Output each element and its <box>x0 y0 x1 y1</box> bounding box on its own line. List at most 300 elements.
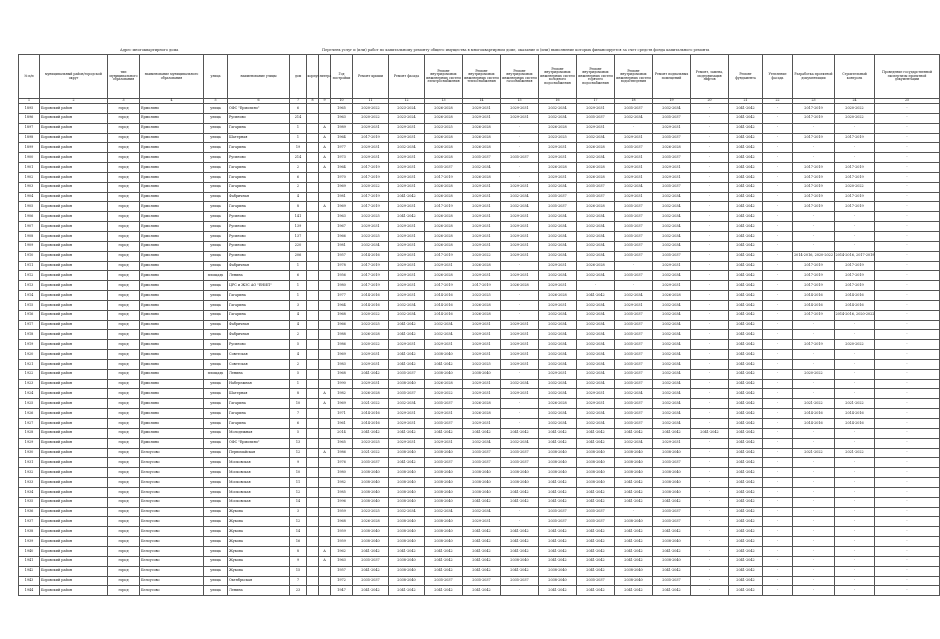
table-cell: 5 <box>290 428 307 438</box>
table-row <box>19 546 940 556</box>
table-cell: Ермолино <box>140 172 204 182</box>
table-cell: 2029-2031 <box>501 340 539 350</box>
table-cell <box>319 182 331 192</box>
table-cell: Ермолино <box>140 222 204 232</box>
table-cell: 2029-2031 <box>539 261 577 271</box>
table-cell: Боровский район <box>40 487 108 497</box>
table-cell: - <box>835 330 875 340</box>
table-cell: 2035-2037 <box>615 251 653 261</box>
table-cell: 2041-2042 <box>425 566 463 576</box>
table-cell: 2035-2037 <box>463 576 501 586</box>
table-cell: 2038-2040 <box>389 487 425 497</box>
table-cell: 2035-2037 <box>501 576 539 586</box>
table-cell: Гагарина <box>228 143 290 153</box>
table-cell: 2035-2037 <box>615 399 653 409</box>
table-row <box>19 192 940 202</box>
table-cell: 2026-2028 <box>577 261 615 271</box>
table-cell: Белоусово <box>140 497 204 507</box>
table-cell: 2023-2025 <box>353 507 389 517</box>
column-number: 17 <box>577 99 615 104</box>
table-row <box>19 113 940 123</box>
table-cell: 2038-2040 <box>389 527 425 537</box>
table-cell: город <box>108 507 140 517</box>
table-cell: Ермолино <box>140 182 204 192</box>
table-cell: 1973 <box>331 153 353 163</box>
table-cell: - <box>875 379 940 389</box>
table-cell: - <box>793 212 835 222</box>
table-cell: город <box>108 172 140 182</box>
table-cell: улица <box>204 340 228 350</box>
table-cell: 5 <box>290 369 307 379</box>
column-number: 19 <box>653 99 691 104</box>
column-header: Ремонт, замена, модернизация лифтов <box>691 55 729 99</box>
table-cell: 2032-2034 <box>577 320 615 330</box>
table-cell: город <box>108 163 140 173</box>
table-cell: 2041-2042 <box>653 586 691 596</box>
table-cell: 2029-2031 <box>501 271 539 281</box>
table-cell: 2041-2042 <box>539 586 577 596</box>
table-cell: улица <box>204 409 228 419</box>
column-header: Ремонт внутридомовых инженерных систем газоснабжения <box>501 55 539 99</box>
table-cell: Боровский район <box>40 123 108 133</box>
table-cell: - <box>793 320 835 330</box>
table-cell <box>307 231 319 241</box>
table-cell: - <box>501 291 539 301</box>
table-cell: 2041-2042 <box>615 478 653 488</box>
table-cell: 2032-2034 <box>539 320 577 330</box>
table-cell: - <box>793 458 835 468</box>
table-cell: - <box>793 556 835 566</box>
table-cell <box>307 556 319 566</box>
table-cell: - <box>835 576 875 586</box>
table-row <box>19 566 940 576</box>
table-cell: 1942 <box>19 566 40 576</box>
table-cell: 1935 <box>19 497 40 507</box>
table-cell: 2020-2022 <box>425 389 463 399</box>
table-cell: 2041-2042 <box>353 566 389 576</box>
table-cell: 2041-2042 <box>615 546 653 556</box>
table-cell: 1940 <box>19 546 40 556</box>
table-cell <box>307 409 319 419</box>
table-cell: 1925 <box>19 399 40 409</box>
table-cell: 2032-2034 <box>653 202 691 212</box>
table-cell: 1926 <box>19 409 40 419</box>
table-cell: - <box>501 419 539 429</box>
table-cell: 1961 <box>331 419 353 429</box>
table-cell: 1 <box>290 281 307 291</box>
table-cell: - <box>875 458 940 468</box>
table-cell: город <box>108 458 140 468</box>
table-cell: 6 <box>290 419 307 429</box>
table-cell <box>307 478 319 488</box>
table-cell: 2029-2031 <box>463 192 501 202</box>
table-cell: 2035-2037 <box>653 133 691 143</box>
table-cell: 1966 <box>331 320 353 330</box>
table-cell <box>307 428 319 438</box>
table-cell: 1928 <box>19 428 40 438</box>
table-cell: Боровский район <box>40 546 108 556</box>
column-header: наименование улицы <box>228 55 290 99</box>
table-cell: 2029-2031 <box>539 143 577 153</box>
table-cell: город <box>108 241 140 251</box>
table-cell: Фабричная <box>228 261 290 271</box>
table-cell: - <box>691 123 729 133</box>
table-cell: - <box>691 153 729 163</box>
table-cell: - <box>691 458 729 468</box>
table-cell: 1983 <box>331 359 353 369</box>
table-cell: - <box>691 586 729 596</box>
table-cell: - <box>793 478 835 488</box>
table-cell: 2041-2042 <box>729 537 763 547</box>
table-cell: 2035-2037 <box>501 448 539 458</box>
table-cell: 2029-2031 <box>389 438 425 448</box>
table-cell: - <box>691 222 729 232</box>
table-cell: 2020-2022 <box>353 113 389 123</box>
table-cell: - <box>793 576 835 586</box>
table-cell: - <box>763 379 793 389</box>
table-cell: Шатерная <box>228 389 290 399</box>
table-cell: А <box>319 546 331 556</box>
table-cell: - <box>875 576 940 586</box>
column-number: 25 <box>875 99 940 104</box>
table-cell <box>319 468 331 478</box>
table-cell: Ленина <box>228 369 290 379</box>
table-cell: 2035-2037 <box>653 517 691 527</box>
table-cell: 2032-2034 <box>389 399 425 409</box>
table-cell: 2032-2034 <box>389 300 425 310</box>
table-cell: город <box>108 271 140 281</box>
table-cell: 1914 <box>19 291 40 301</box>
table-cell <box>307 350 319 360</box>
table-row <box>19 320 940 330</box>
table-cell: Первомайская <box>228 448 290 458</box>
table-cell: 1932 <box>19 468 40 478</box>
table-cell: 2032-2034 <box>577 212 615 222</box>
table-cell: Шатерная <box>228 133 290 143</box>
table-cell: 2041-2042 <box>577 428 615 438</box>
table-cell: 2029-2031 <box>615 133 653 143</box>
table-cell: 2041-2042 <box>729 104 763 114</box>
table-cell: 2029-2031 <box>463 241 501 251</box>
table-cell: 2029-2031 <box>353 359 389 369</box>
table-cell <box>307 261 319 271</box>
table-cell: - <box>763 359 793 369</box>
table-cell: 2017-2019 <box>835 271 875 281</box>
table-cell: - <box>615 281 653 291</box>
table-cell: 2032-2034 <box>425 507 463 517</box>
table-cell: 3 <box>290 300 307 310</box>
table-cell: Набережная <box>228 379 290 389</box>
table-cell: 2029-2031 <box>463 271 501 281</box>
table-cell: Ермолино <box>140 202 204 212</box>
table-cell: 2029-2031 <box>653 438 691 448</box>
table-cell: 2029-2031 <box>425 409 463 419</box>
table-cell: - <box>875 182 940 192</box>
table-cell: город <box>108 182 140 192</box>
table-cell: улица <box>204 113 228 123</box>
table-cell: 1963 <box>331 212 353 222</box>
table-cell: 2026-2028 <box>425 231 463 241</box>
table-cell: Боровский район <box>40 320 108 330</box>
table-cell: - <box>763 222 793 232</box>
table-cell: 2041-2042 <box>729 202 763 212</box>
table-cell: 2029-2031 <box>425 438 463 448</box>
table-cell: Боровский район <box>40 517 108 527</box>
table-cell: - <box>691 576 729 586</box>
table-cell: 2032-2034 <box>577 369 615 379</box>
table-cell: - <box>763 261 793 271</box>
table-cell: 1962 <box>331 546 353 556</box>
table-cell: 2032-2034 <box>653 192 691 202</box>
title-works-list: Перечень услуг и (или) работ по капитальному ремонту общего имущества в многоквартирном доме, оказание и (или) выполнение которых финансируется за счет средств фонда капитального ремонта <box>322 48 710 52</box>
table-cell: 2035-2037 <box>463 448 501 458</box>
table-row <box>19 399 940 409</box>
table-row <box>19 153 940 163</box>
table-cell: 2029-2031 <box>539 172 577 182</box>
table-cell: город <box>108 497 140 507</box>
table-cell: улица <box>204 123 228 133</box>
table-row <box>19 428 940 438</box>
table-cell: 1908 <box>19 231 40 241</box>
table-cell: 1934 <box>19 487 40 497</box>
table-cell: 1964 <box>331 163 353 173</box>
table-cell <box>319 281 331 291</box>
table-cell <box>307 546 319 556</box>
table-cell: 2029-2031 <box>389 153 425 163</box>
table-cell: 2041-2042 <box>539 546 577 556</box>
table-cell: 1969 <box>331 202 353 212</box>
column-header: литера <box>319 55 331 99</box>
table-cell: 2029-2031 <box>389 261 425 271</box>
table-cell: город <box>108 409 140 419</box>
table-cell: 2020-2022 <box>835 113 875 123</box>
table-cell: 1969 <box>331 350 353 360</box>
table-cell: 2038-2040 <box>425 527 463 537</box>
table-row <box>19 123 940 133</box>
table-cell: 2 <box>290 359 307 369</box>
table-cell: 1917 <box>19 320 40 330</box>
table-cell: 1989 <box>331 123 353 133</box>
table-cell: 2017-2019 <box>835 202 875 212</box>
column-number: 4 <box>140 99 204 104</box>
table-cell: Ермолино <box>140 281 204 291</box>
table-cell: - <box>875 192 940 202</box>
table-cell: Московская <box>228 458 290 468</box>
table-cell <box>307 330 319 340</box>
table-cell: Гагарина <box>228 172 290 182</box>
table-cell: 1963 <box>331 556 353 566</box>
column-number: 12 <box>389 99 425 104</box>
table-cell: - <box>875 419 940 429</box>
table-cell: 2020-2022 <box>353 340 389 350</box>
table-cell: 1941 <box>19 556 40 566</box>
table-cell: Боровский район <box>40 428 108 438</box>
table-cell: - <box>501 261 539 271</box>
table-cell: 2035-2037 <box>615 320 653 330</box>
column-header: Ремонт фундамента <box>729 55 763 99</box>
table-cell <box>307 222 319 232</box>
column-number: 5 <box>204 99 228 104</box>
table-cell: - <box>763 487 793 497</box>
table-cell: 2026-2028 <box>353 389 389 399</box>
table-cell: - <box>501 300 539 310</box>
table-cell: Русиново <box>228 251 290 261</box>
table-cell: 1967 <box>331 222 353 232</box>
table-cell: улица <box>204 566 228 576</box>
table-cell <box>307 487 319 497</box>
table-cell: 2023-2025 <box>353 438 389 448</box>
table-cell: 2029-2031 <box>653 281 691 291</box>
table-cell: - <box>875 172 940 182</box>
table-cell: 2032-2034 <box>539 231 577 241</box>
table-cell: 2032-2034 <box>463 163 501 173</box>
table-cell: 220 <box>290 241 307 251</box>
table-cell: 8 <box>290 389 307 399</box>
table-cell: 2023-2025 <box>353 212 389 222</box>
table-cell: 2023-2025 <box>353 320 389 330</box>
table-cell: - <box>875 241 940 251</box>
table-cell: 2038-2040 <box>425 350 463 360</box>
column-header: улица <box>204 55 228 99</box>
table-cell: Боровский район <box>40 172 108 182</box>
table-cell: 2032-2034 <box>539 271 577 281</box>
table-cell: Ермолино <box>140 399 204 409</box>
table-cell: Боровский район <box>40 586 108 596</box>
table-cell: 1944 <box>19 586 40 596</box>
table-cell: - <box>691 438 729 448</box>
table-cell: - <box>691 104 729 114</box>
table-cell: 2029-2031 <box>463 419 501 429</box>
table-cell: 2041-2042 <box>463 428 501 438</box>
table-row <box>19 537 940 547</box>
table-cell: 2041-2042 <box>577 438 615 448</box>
table-cell: город <box>108 586 140 596</box>
table-row <box>19 369 940 379</box>
table-cell <box>319 192 331 202</box>
table-cell: 2026-2028 <box>425 271 463 281</box>
table-cell: 2038-2040 <box>463 487 501 497</box>
table-cell: 2038-2040 <box>389 576 425 586</box>
table-cell: улица <box>204 487 228 497</box>
column-header: Ремонт внутридомовых инженерных систем теплоснабжения <box>463 55 501 99</box>
column-header: муниципальный район/городской округ <box>40 55 108 99</box>
table-cell: город <box>108 113 140 123</box>
table-cell: город <box>108 123 140 133</box>
table-cell: 2026-2028 <box>425 192 463 202</box>
table-cell: 2041-2042 <box>653 497 691 507</box>
table-cell: - <box>691 556 729 566</box>
table-cell <box>307 271 319 281</box>
table-cell: 2032-2034 <box>389 310 425 320</box>
table-cell: - <box>691 507 729 517</box>
table-cell: 2035-2037 <box>389 369 425 379</box>
table-cell: город <box>108 261 140 271</box>
table-cell: 2026-2028 <box>425 133 463 143</box>
table-cell: 1896 <box>19 113 40 123</box>
table-cell: Гагарина <box>228 310 290 320</box>
table-cell: 1909 <box>19 241 40 251</box>
table-cell: 2014-2016 <box>835 300 875 310</box>
table-cell: 15 <box>290 566 307 576</box>
table-row <box>19 478 940 488</box>
table-cell: 1906 <box>19 212 40 222</box>
table-cell: 2029-2031 <box>463 113 501 123</box>
table-cell: 4 <box>290 320 307 330</box>
table-cell: 2041-2042 <box>463 497 501 507</box>
table-cell: 1986 <box>331 448 353 458</box>
table-cell: 2038-2040 <box>577 478 615 488</box>
table-cell: - <box>875 517 940 527</box>
table-cell: - <box>691 192 729 202</box>
table-cell: Ермолино <box>140 340 204 350</box>
table-cell: 2035-2037 <box>615 369 653 379</box>
table-cell: - <box>835 566 875 576</box>
table-cell: - <box>875 123 940 133</box>
table-row <box>19 419 940 429</box>
table-cell: - <box>763 320 793 330</box>
table-cell: Ермолино <box>140 369 204 379</box>
table-cell: 9 <box>290 556 307 566</box>
table-row <box>19 497 940 507</box>
table-cell: 1943 <box>19 576 40 586</box>
table-cell: улица <box>204 330 228 340</box>
table-cell: 2014-2016 <box>425 291 463 301</box>
table-cell: - <box>763 389 793 399</box>
table-cell: - <box>763 507 793 517</box>
table-cell: А <box>319 163 331 173</box>
table-cell: Белоусово <box>140 458 204 468</box>
table-cell: 2041-2042 <box>729 586 763 596</box>
table-cell: Фабричная <box>228 192 290 202</box>
table-cell: 2032-2034 <box>653 389 691 399</box>
table-cell: 1933 <box>19 478 40 488</box>
table-cell: Боровский район <box>40 359 108 369</box>
table-cell: 2041-2042 <box>729 143 763 153</box>
table-cell: 2041-2042 <box>729 468 763 478</box>
table-cell: Боровский район <box>40 143 108 153</box>
table-cell <box>319 576 331 586</box>
table-cell: - <box>793 438 835 448</box>
table-cell: 2032-2034 <box>653 350 691 360</box>
table-cell: 2026-2028 <box>539 123 577 133</box>
table-row <box>19 241 940 251</box>
table-cell: ОФС "Ермолино" <box>228 438 290 448</box>
table-cell: - <box>763 478 793 488</box>
table-cell: 2029-2031 <box>501 104 539 114</box>
table-cell: Жукова <box>228 566 290 576</box>
table-cell: - <box>501 172 539 182</box>
table-cell: 2032-2034 <box>539 350 577 360</box>
table-cell <box>307 586 319 596</box>
table-cell: - <box>793 428 835 438</box>
column-number: 16 <box>539 99 577 104</box>
table-cell: - <box>793 231 835 241</box>
table-cell: 2041-2042 <box>615 428 653 438</box>
table-cell: 2035-2037 <box>577 576 615 586</box>
table-cell: 1982 <box>331 389 353 399</box>
table-cell: 1 <box>290 133 307 143</box>
table-cell: 2026-2028 <box>577 172 615 182</box>
table-cell: 2041-2042 <box>539 428 577 438</box>
table-cell: 2035-2037 <box>425 576 463 586</box>
table-cell: 5 <box>290 340 307 350</box>
table-cell: город <box>108 153 140 163</box>
table-cell: 2038-2040 <box>653 468 691 478</box>
table-cell: 2041-2042 <box>729 172 763 182</box>
table-cell: - <box>691 546 729 556</box>
table-cell: 2017-2019 <box>353 133 389 143</box>
table-cell: 2038-2040 <box>653 478 691 488</box>
